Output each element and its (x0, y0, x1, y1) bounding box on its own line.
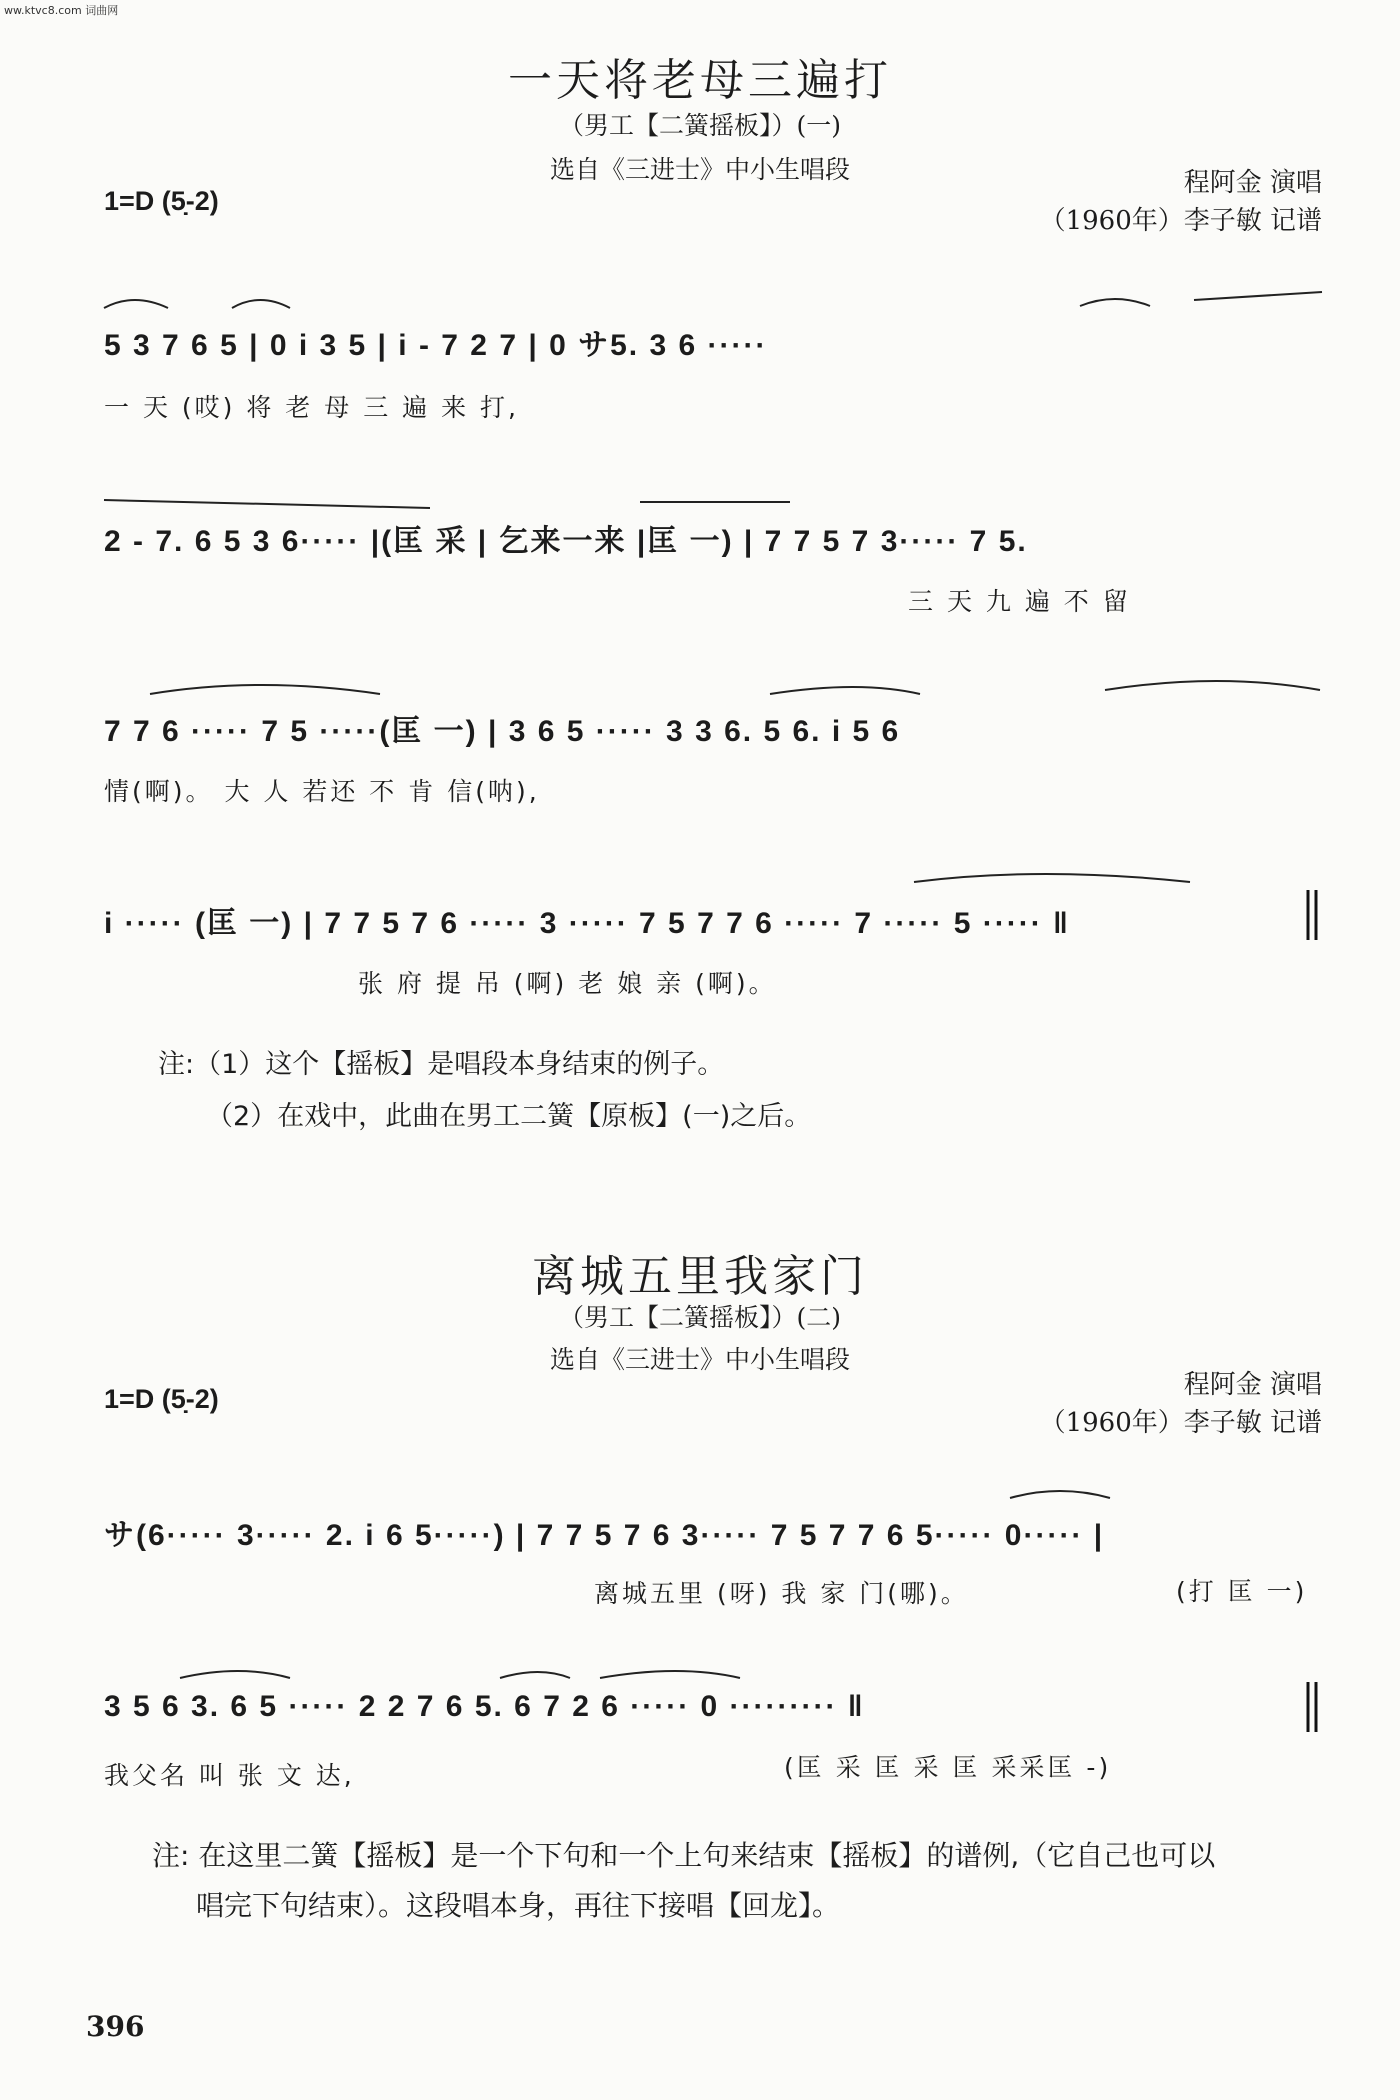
song-1-staff-3-notes: 7 7 6 ····· 7 5 ·····(匡 一) | 3 6 5 ····· 3 3 6. 5 6. i 5 6 (104, 715, 901, 748)
song-1-staff-1-notes: 5 3 7 6 5 | 0 i 3 5 | i - 7 2 7 | 0 サ5. 3 6 ····· (104, 329, 768, 362)
slur-mark (1105, 681, 1320, 690)
song-2-source: 选自《三进士》中小生唱段 (549, 1345, 850, 1374)
slur-mark (770, 687, 920, 694)
song-1-transcriber: （1960年）李子敏 记谱 (1039, 206, 1322, 236)
slur-mark (104, 500, 430, 508)
song-2-staff-1-percussion: (打 匡 一) (1176, 1577, 1308, 1606)
song-2-subtitle: （男工【二簧摇板】）(二) (558, 1303, 841, 1332)
song-1-source: 选自《三进士》中小生唱段 (549, 155, 850, 184)
song-1-title: 一天将老母三遍打 (508, 55, 892, 106)
song-2-staff-2-percussion: (匡 采 匡 采 匡 采采匡 -) (784, 1753, 1112, 1782)
song-2-key: 1=D (5̣-2) (104, 1384, 219, 1414)
song-1-staff-1-lyrics: 一 天 (哎) 将 老 母 三 遍 来 打, (104, 393, 519, 422)
song-1-staff-3-lyrics: 情(啊)。 大 人 若还 不 肯 信(呐), (104, 777, 540, 806)
slur-mark (600, 1671, 740, 1678)
song-1-staff-4-lyrics: 张 府 提 吊 (啊) 老 娘 亲 (啊)。 (358, 969, 777, 998)
song-1-staff-2-lyrics: 三 天 九 遍 不 留 (908, 587, 1131, 616)
slur-mark (914, 874, 1190, 882)
song-2-staff-2-lyrics: 我父名 叫 张 文 达, (104, 1761, 355, 1790)
song-2-singer: 程阿金 演唱 (1183, 1370, 1322, 1400)
song-1-subtitle: （男工【二簧摇板】）(一) (558, 111, 841, 140)
slur-mark (500, 1672, 570, 1678)
song-2-staff-1-lyrics: 离城五里 (呀) 我 家 门(哪)。 (594, 1579, 969, 1608)
slur-mark (1194, 292, 1322, 300)
song-1-singer: 程阿金 演唱 (1183, 168, 1322, 198)
song-2-note-2: 唱完下句结束）。这段唱本身，再往下接唱【回龙】。 (196, 1889, 841, 1922)
slur-mark (180, 1671, 290, 1678)
site-watermark: ww.ktvc8.com 词曲网 (4, 4, 119, 17)
slur-mark (1010, 1491, 1110, 1498)
song-2-transcriber: （1960年）李子敏 记谱 (1039, 1408, 1322, 1438)
song-2-title: 离城五里我家门 (532, 1251, 868, 1302)
song-2-staff-2-notes: 3 5 6 3. 6 5 ····· 2 2 7 6 5. 6 7 2 6 ····· 0 ········· ‖ (104, 1690, 865, 1723)
song-2-staff-1-notes: サ(6····· 3····· 2. i 6 5·····) | 7 7 5 7 6 3····· 7 5 7 7 6 5····· 0····· | (104, 1519, 1105, 1552)
slur-mark (104, 300, 168, 308)
page-number: 396 (86, 2010, 145, 2043)
song-1-note-2: （2）在戏中，此曲在男工二簧【原板】(一)之后。 (206, 1101, 812, 1132)
slur-mark (232, 300, 290, 308)
slur-mark (150, 685, 380, 694)
song-1-key: 1=D (5̣-2) (104, 186, 219, 216)
song-1-note-1: 注:（1）这个【摇板】是唱段本身结束的例子。 (158, 1049, 725, 1080)
song-1-staff-2-notes: 2 - 7. 6 5 3 6····· |(匡 采 | 乞来一来 |匡 一) | 7 7 5 7 3····· 7 5. (104, 525, 1028, 558)
song-2-note-1: 注: 在这里二簧【摇板】是一个下句和一个上句来结束【摇板】的谱例,（它自己也可以 (152, 1839, 1216, 1872)
slur-mark (1080, 299, 1150, 306)
song-1-staff-4-notes: i ····· (匡 一) | 7 7 5 7 6 ····· 3 ····· 7 5 7 7 6 ····· 7 ····· 5 ····· ‖ (104, 907, 1070, 940)
